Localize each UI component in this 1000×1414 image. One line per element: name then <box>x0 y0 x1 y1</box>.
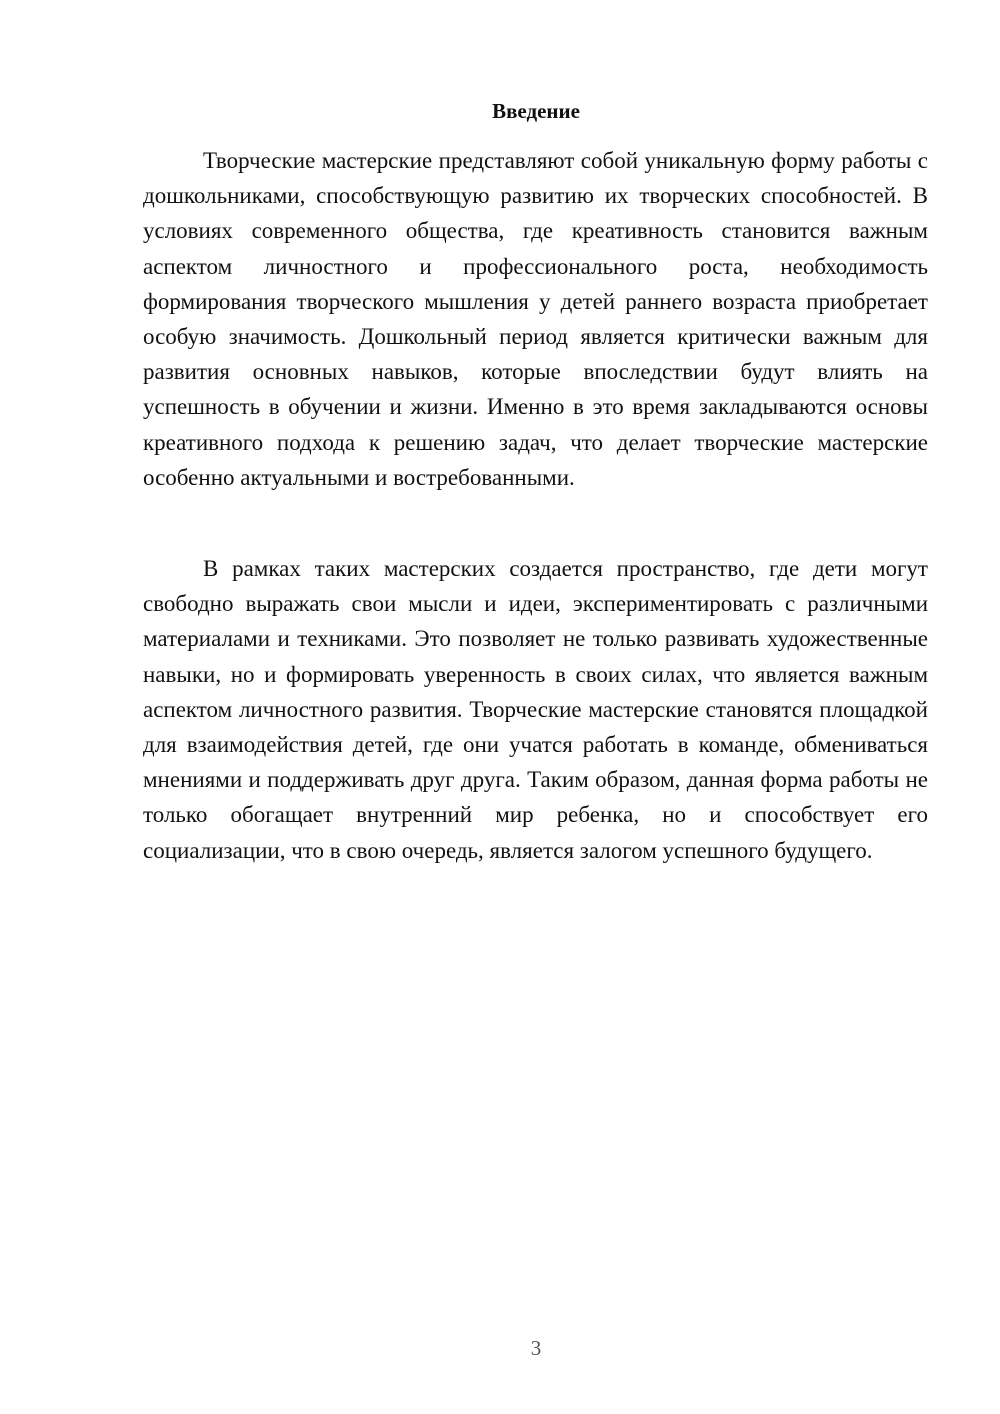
paragraph-2: В рамках таких мастерских создается пространство, где дети могут свободно выражать свои мысли и идеи, экспериментировать с различными материалами и техниками. Это позволяет не только развивать художественные навыки, но и формировать уверенность в своих силах, что является важным аспектом личностного развития. Творческие мастерские становятся площадкой для взаимодействия детей, где они учатся работать в команде, обмениваться мнениями и поддерживать друг друга. Таким образом, данная форма работы не только обогащает внутренний мир ребенка, но и способствует его социализации, что в свою очередь, является залогом успешного будущего. <box>143 556 928 863</box>
paragraph-1: Творческие мастерские представляют собой уникальную форму работы с дошкольниками, способствующую развитию их творческих способностей. В условиях современного общества, где креативность становится важным аспектом личностного и профессионального роста, необходимость формирования творческого мышления у детей раннего возраста приобретает особую значимость. Дошкольный период является критически важным для развития основных навыков, которые впоследствии будут влиять на успешность в обучении и жизни. Именно в это время закладываются основы креативного подхода к решению задач, что делает творческие мастерские особенно актуальными и востребованными. <box>143 148 928 490</box>
page-number: 3 <box>530 1336 542 1360</box>
section-title: Введение <box>492 99 580 123</box>
